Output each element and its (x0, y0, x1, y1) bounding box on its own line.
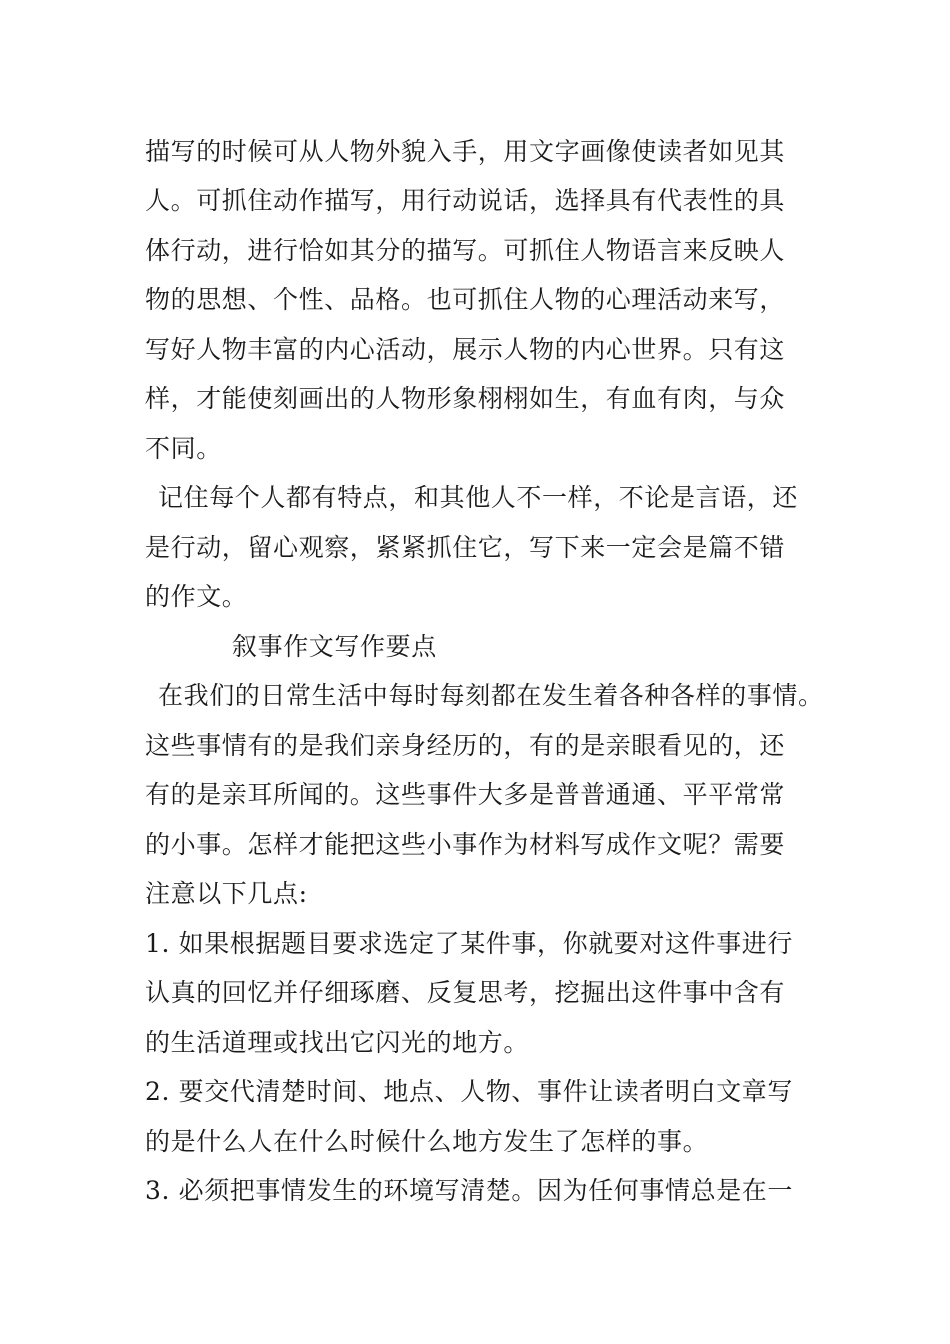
text-line: 的小事。怎样才能把这些小事作为材料写成作文呢？需要 (145, 830, 786, 859)
text-line: 体行动，进行恰如其分的描写。可抓住人物语言来反映人 (145, 236, 786, 265)
section-heading: 叙事作文写作要点 (232, 632, 437, 661)
text-line: 这些事情有的是我们亲身经历的，有的是亲眼看见的，还 (145, 731, 786, 760)
text-line: 认真的回忆并仔细琢磨、反复思考，挖掘出这件事中含有 (145, 978, 786, 1007)
text-line: 记住每个人都有特点，和其他人不一样，不论是言语，还 (158, 483, 799, 512)
text-line: 的生活道理或找出它闪光的地方。 (145, 1028, 530, 1057)
text-line: 写好人物丰富的内心活动，展示人物的内心世界。只有这 (145, 335, 786, 364)
text-line: 有的是亲耳所闻的。这些事件大多是普普通通、平平常常 (145, 780, 786, 809)
text-line: 在我们的日常生活中每时每刻都在发生着各种各样的事情。 (158, 681, 824, 710)
list-item-line: 1. 如果根据题目要求选定了某件事，你就要对这件事进行 (145, 929, 794, 958)
text-line: 是行动，留心观察，紧紧抓住它，写下来一定会是篇不错 (145, 533, 786, 562)
text-line: 人。可抓住动作描写，用行动说话，选择具有代表性的具 (145, 186, 786, 215)
text-line: 不同。 (145, 434, 222, 463)
text-line: 注意以下几点: (145, 879, 308, 908)
list-item-line: 3. 必须把事情发生的环境写清楚。因为任何事情总是在一 (145, 1176, 794, 1205)
text-line: 的是什么人在什么时候什么地方发生了怎样的事。 (145, 1127, 709, 1156)
list-item-line: 2. 要交代清楚时间、地点、人物、事件让读者明白文章写 (145, 1077, 794, 1106)
text-line: 样，才能使刻画出的人物形象栩栩如生，有血有肉，与众 (145, 384, 786, 413)
text-line: 物的思想、个性、品格。也可抓住人物的心理活动来写， (145, 285, 786, 314)
text-line: 描写的时候可从人物外貌入手，用文字画像使读者如见其 (145, 137, 786, 166)
text-line: 的作文。 (145, 582, 248, 611)
